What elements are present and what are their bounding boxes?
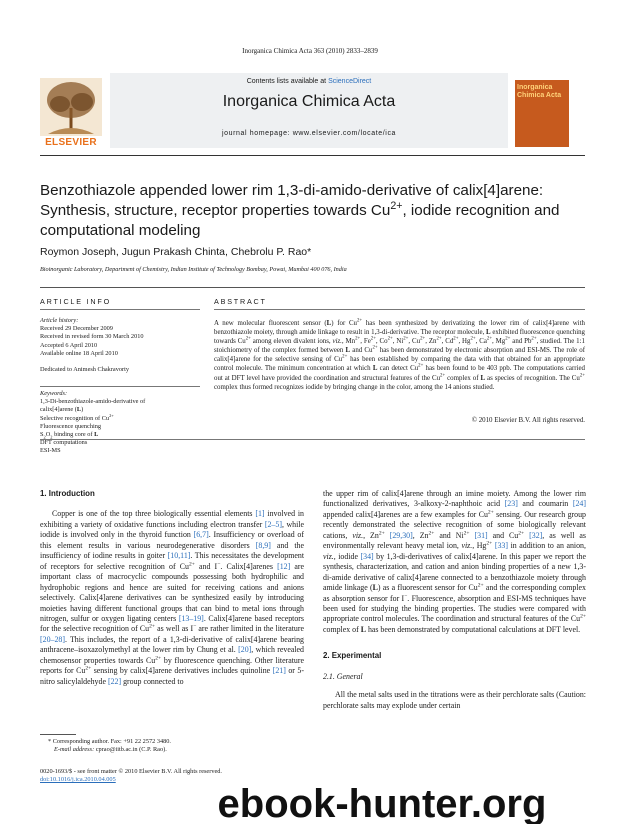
journal-homepage [110, 130, 508, 137]
ebook-hunter-watermark [152, 784, 612, 824]
experimental-heading: 2. Experimental [323, 651, 382, 661]
article-history: Article history: Received 29 December 2009 Received in revised form 30 March 2010 Accepted 6 April 2010 Available online 18 April 2010 Dedicated to Animesh Chakravorty [40, 317, 200, 374]
authors: Roymon Joseph, Jugun Prakash Chinta, Chebrolu P. Rao [40, 246, 308, 258]
abstract-text: A new molecular fluorescent sensor (L) for $Cu^{2+}$ has been synthesized by derivatizing the lower rim of calix[4]arene with benzothiazole moiety, through amide linkage to result in 1,3-di-derivative. The receptor molecule, L exhibited fluorescence quenching towards $Cu^{2+}$ among eleven divalent ions, viz., $Mn^{2+}$, $Fe^{2+}$, $Co^{2+}$, $Ni^{2+}$, $Cu^{2+}$, $Zn^{2+}$, $Cd^{2+}$, $Hg^{2+}$, $Ca^{2+}$, $Mg^{2+}$ and $Pb^{2+}$, studied. The 1:1 stoichiometry of the complex formed between L and $Cu^{2+}$ has been demonstrated by electronic absorption and ESI-MS. The role of calix[4]arene for the selective sensing of $Cu^{2+}$ has been established by comparing the data with that obtained for an appropriate control molecule. The minimum concentration at which L can detect $Cu^{2+}$ has been found to be 403 ppb. The computations carried out at DFT level have provided the coordination and structural features of the $Cu^{2+}$ complex of L as species of recognition. The $Cu^{2+}$ complex thus formed recognizes iodide by bringing change in the color, among the 14 anions studied. [214, 318, 586, 391]
body-column-right [323, 489, 586, 711]
corresponding-author: * Corresponding author. Fax: +91 22 2572 3480. [48, 738, 172, 745]
abstract-heading: ABSTRACT [214, 297, 267, 306]
contents-prefix: Contents lists available at [246, 78, 329, 85]
footnote-rule [40, 734, 76, 735]
author-list [40, 246, 585, 258]
intro-heading: 1. Introduction [40, 489, 95, 498]
title-rule [40, 287, 585, 288]
header-rule [40, 155, 585, 156]
body-column-left [40, 489, 304, 687]
dedication: Dedicated to Animesh Chakravorty [40, 366, 130, 374]
title-line-3: computational modeling [40, 222, 201, 239]
cover-title: Inorganica Chimica Acta [517, 84, 562, 99]
title-line-1: Benzothiazole appended lower rim 1,3-di-amido-derivative of calix[4]arene: [40, 182, 544, 199]
doi-link[interactable]: doi:10.1016/j.ica.2010.04.005 [40, 776, 116, 783]
article-title [40, 181, 585, 241]
email-line: E-mail address: cprao@iitb.ac.in (C.P. Rao). [54, 746, 167, 753]
general-heading: 2.1. General [323, 671, 363, 681]
article-info-heading: ARTICLE INFO [40, 297, 111, 306]
journal-title: Inorganica Chimica Acta [222, 93, 396, 110]
intro-paragraph-continued: the upper rim of calix[4]arene through an imine moiety. Among the lower rim functionalized derivatives, 3-alkoxy-2-naphthoic acid [23] and coumarin [24] appended calix[4]arenes are a few examples for $Cu^{2+}$ sensing. Our research group recently demonstrated the selective recognition of some biologically relevant cations, viz., $Zn^{2+}$ [29,30], $Zn^{2+}$ and $Ni^{2+}$ [31] and $Cu^{2+}$ [32], as well as environmentally relevant heavy metal ion, viz., $Hg^{2+}$ [33] in addition to an anion, viz., iodide [34] by 1,3-di-derivatives of calix[4]arene. In this paper we report the synthesis, characterization, and cation and anion binding properties of a new 1,3-di-amide derivative of calix[4]arene connected to a benzothiazole moiety through amide linkage (L) as a fluorescent sensor for $Cu^{2+}$ and the corresponding complex as absorption sensor for I−. Fluorescence, absorption and ESI-MS techniques have been used for studying the binding properties. The studies were compared with appropriate control molecules. The coordination and structural features of the $Cu^{2+}$ complex of L has been demonstrated by computational calculations at DFT level. [323, 489, 587, 634]
contents-line [110, 78, 508, 85]
keywords-rule [40, 386, 200, 387]
homepage-prefix: journal homepage: [221, 130, 293, 137]
issn-line: 0020-1693/$ - see front matter © 2010 Elsevier B.V. All rights reserved. [40, 768, 222, 775]
publisher-name: ELSEVIER [45, 137, 97, 148]
general-paragraph: All the metal salts used in the titrations were as their perchlorate salts (Caution: perchlorate salts may explode under certain [323, 690, 586, 710]
footnote [40, 738, 304, 754]
intro-paragraph: Copper is one of the top three biologically essential elements [1] involved in exhibiting a variety of oxidative functions including electron transfer [2–5], while iodide is involved only in the thyroid function [6,7]. Insufficiency or overload of this element results in various neurodegenerative disorders [8,9] and the insufficiency of iodine results in goiter [10,11]. This necessitates the development of receptors for selective recognition of $Cu^{2+}$ and I−. Calix[4]arenes [12] are important class of macrocyclic compounds possessing both hydrophilic and hydrophobic regions and hence are suited for receiving cations and anions selectively. Calix[4]arene derivatives can be synthesized easily by introducing moieties having different functional groups that can bind to metal ions through nitrogen, sulfur or oxygen ligating centers [13–19]. Calix[4]arene based receptors for the selective recognition of $Cu^{2+}$ as well as I− are rather limited in the literature [20–28]. This includes, the report of a 1,3-di-derivative of calix[4]arene bearing anthracene–isoxazolymethyl at the lower rim by Chung et al. [20], which revealed chemosensor properties towards $Cu^{2+}$ by fluorescence quenching. Other literature reports for $Cu^{2+}$ sensing by calix[4]arene derivatives includes quinoline [21] or 5-nitro salicylaldehyde [22] group connected to [40, 509, 305, 686]
watermark-text: ebook-hunter.org [217, 784, 547, 824]
keywords: Keywords: 1,3-Di-benzothiazole-amido-derivative of calix[4]arene (L) Selective recognition of $Cu^{2+}$ Fluorescence quenching $S_2O_2$ binding core of L DFT computations ESI-MS [40, 390, 146, 455]
copyright-notice: © 2010 Elsevier B.V. All rights reserved. [471, 417, 585, 424]
abstract-rule [214, 309, 585, 310]
sciencedirect-link[interactable]: ScienceDirect [328, 78, 372, 85]
title-line-2: Synthesis, structure, receptor properties towards $Cu^{2+}$, iodide recognition and [40, 199, 560, 219]
info-rule [40, 309, 200, 310]
elsevier-tree-logo [40, 78, 102, 136]
homepage-url[interactable]: www.elsevier.com/locate/ica [292, 130, 397, 137]
corresponding-mark: * [307, 246, 312, 258]
journal-citation: Inorganica Chimica Acta 363 (2010) 2833–2839 [242, 47, 378, 55]
front-matter [40, 768, 304, 784]
affiliation: Bioinorganic Laboratory, Department of Chemistry, Indian Institute of Technology Bombay, Powai, Mumbai 400 076, India [40, 266, 347, 273]
abstract-bottom-rule [40, 439, 585, 440]
